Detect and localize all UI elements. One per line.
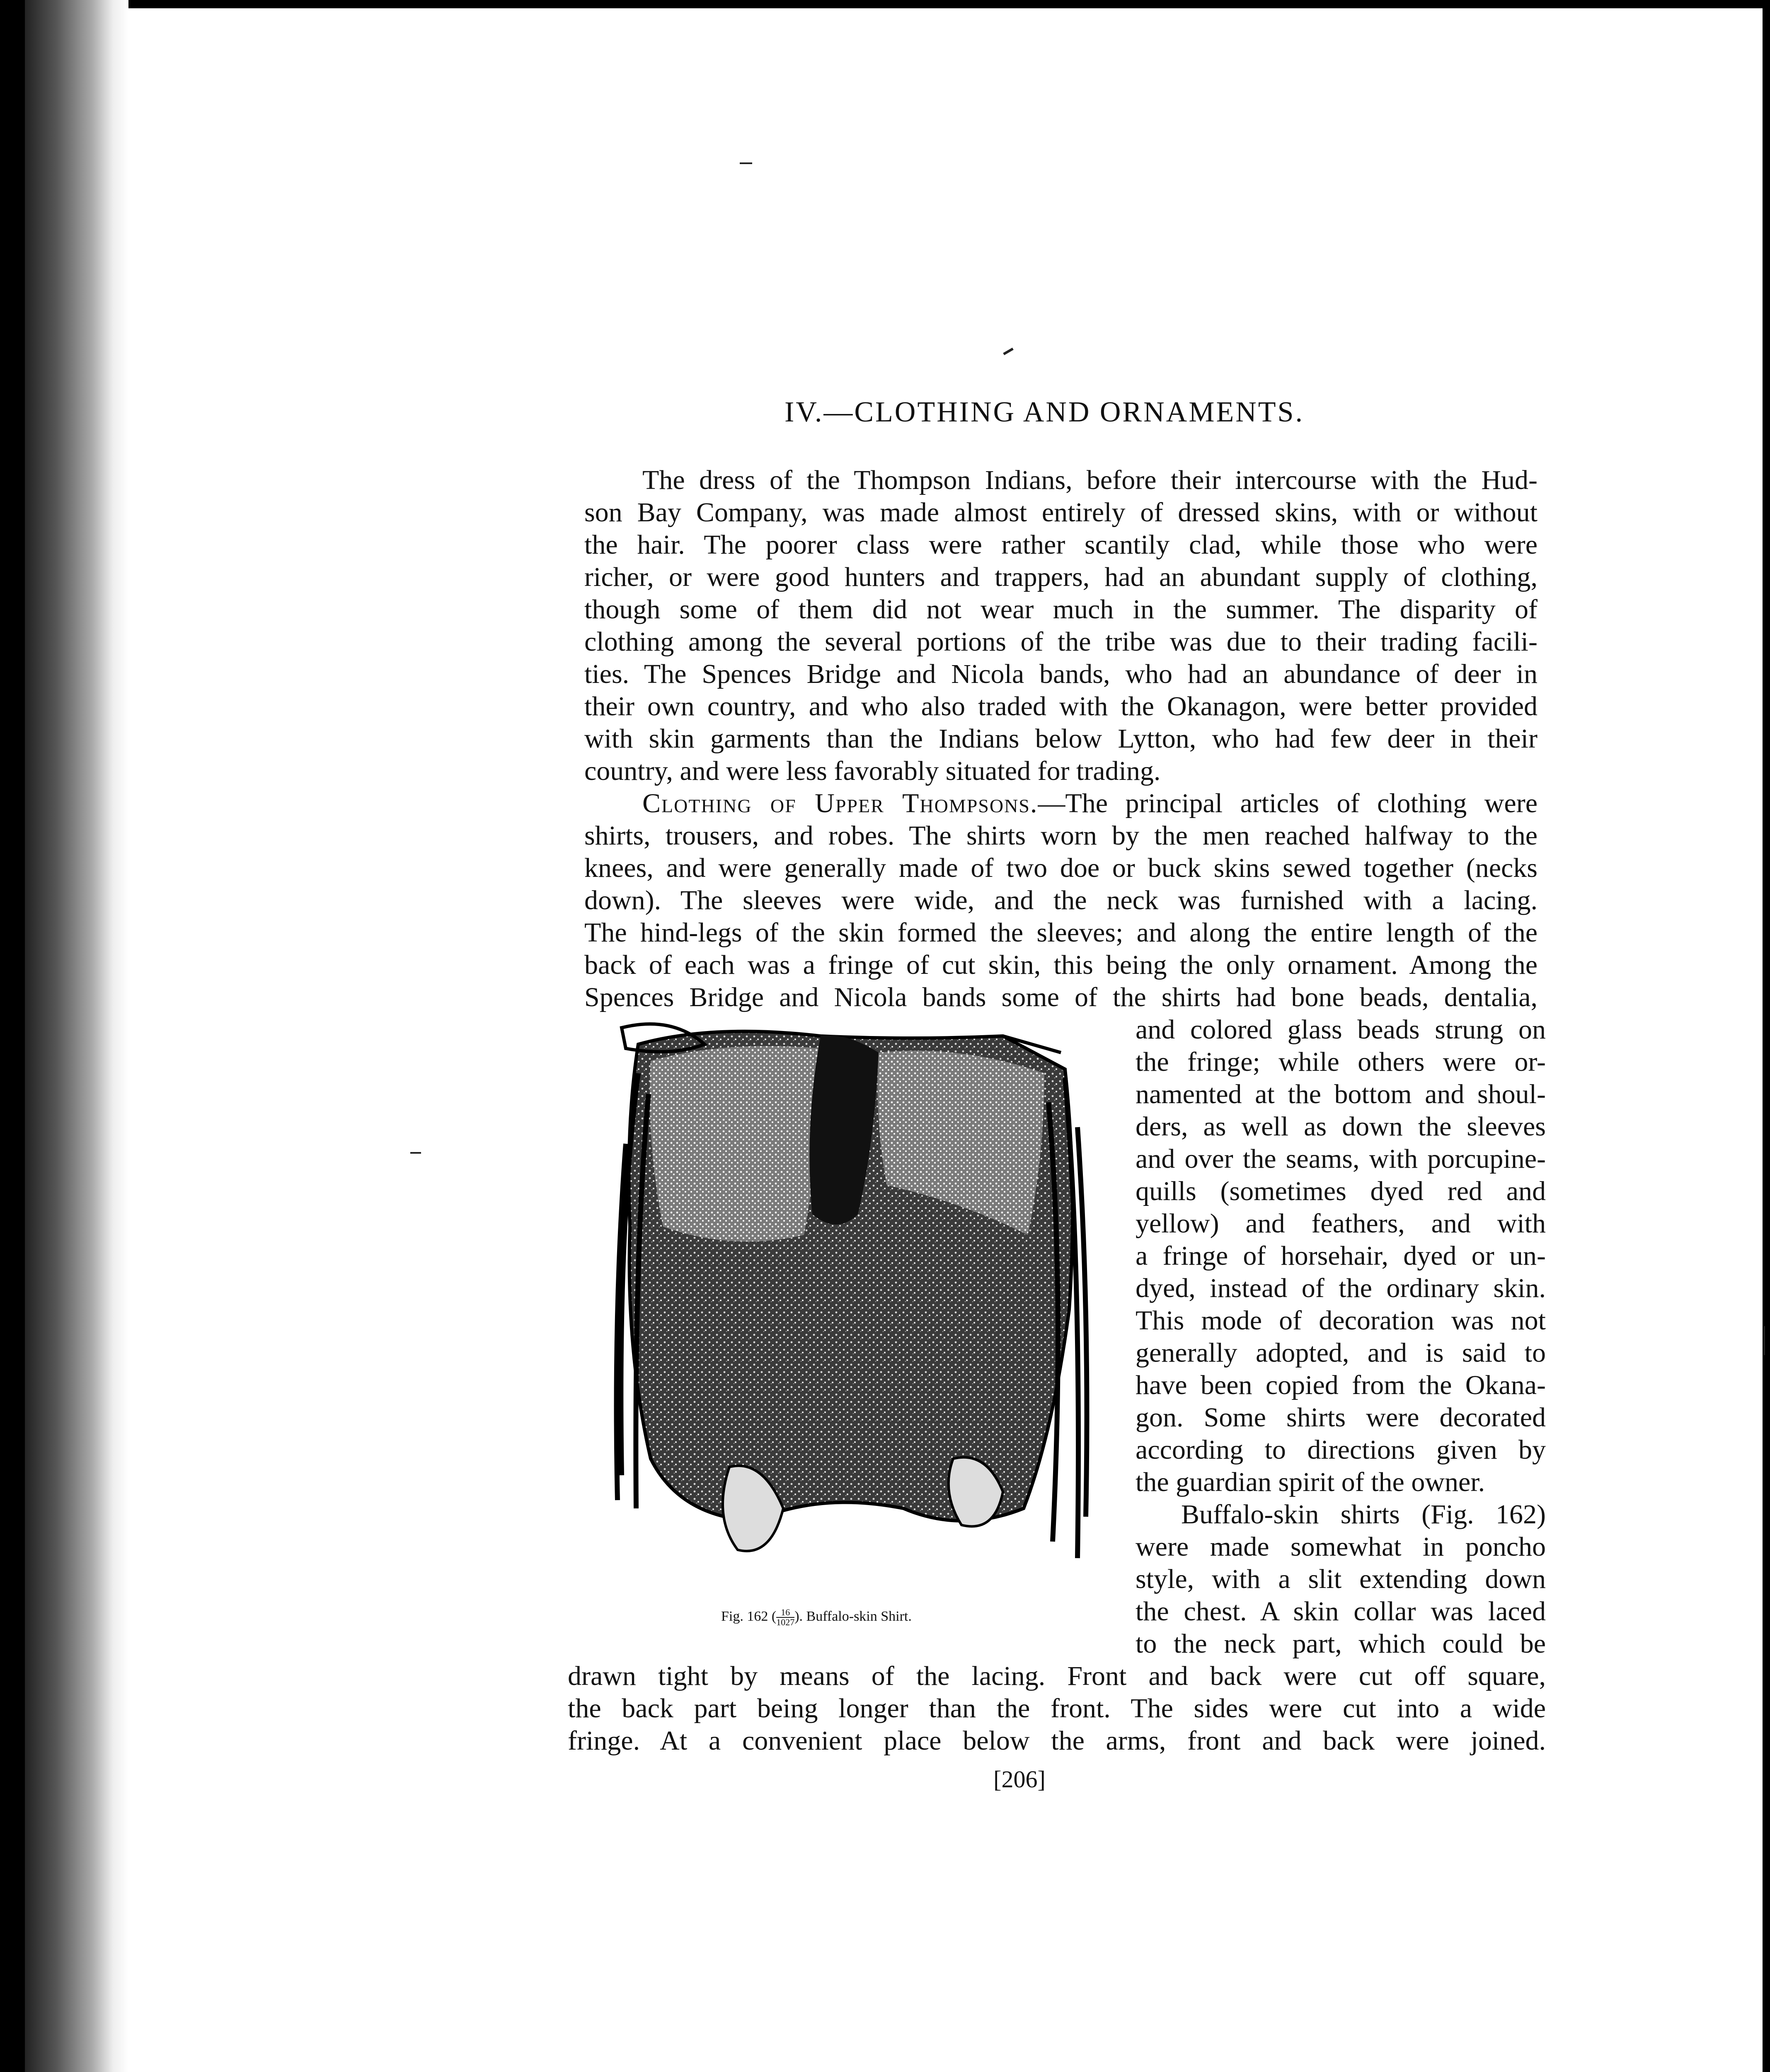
text-run: —The principal articles of clothing were [1038, 788, 1538, 818]
text-line: quills (sometimes dyed red and [1136, 1176, 1546, 1206]
text-line: yellow) and feathers, and with [1136, 1208, 1546, 1239]
paragraph-upper-thompsons-continued [1136, 1014, 1546, 1498]
speck [410, 1152, 421, 1154]
text-line: shirts, trousers, and robes. The shirts worn by the men reached halfway to the [584, 821, 1538, 851]
run-in-heading: Clothing of Upper Thompsons. [642, 788, 1038, 818]
text-line: a fringe of horsehair, dyed or un- [1136, 1241, 1546, 1271]
caption-text: ). Buffalo-skin Shirt. [794, 1608, 912, 1624]
text-line: back of each was a fringe of cut skin, this being the only ornament. Among the [584, 950, 1538, 980]
text-line: their own country, and who also traded with the Okanagon, were better provided [584, 691, 1538, 721]
buffalo-skin-shirt-illustration [588, 1019, 1111, 1608]
text-line: with skin garments than the Indians below Lytton, who had few deer in their [584, 724, 1538, 754]
caption-numerator: 16 [776, 1608, 794, 1618]
text-line: dyed, instead of the ordinary skin. [1136, 1273, 1546, 1303]
text-line: country, and were less favorably situated for trading. [584, 756, 1161, 786]
text-line: to the neck part, which could be [1136, 1629, 1546, 1659]
text-line: Spences Bridge and Nicola bands some of the shirts had bone beads, dentalia, [584, 982, 1538, 1012]
figure-caption [721, 1608, 1094, 1627]
text-line: style, with a slit extending down [1136, 1564, 1546, 1594]
text-line: and colored glass beads strung on [1136, 1014, 1546, 1045]
text-line: ties. The Spences Bridge and Nicola bands, who had an abundance of deer in [584, 659, 1538, 689]
text-line: down). The sleeves were wide, and the neck was furnished with a lacing. [584, 885, 1538, 915]
text-line: namented at the bottom and shoul- [1136, 1079, 1546, 1109]
text-line: the chest. A skin collar was laced [1136, 1596, 1546, 1627]
text-line: the fringe; while others were or- [1136, 1047, 1546, 1077]
speck [740, 162, 752, 164]
section-heading: IV.—CLOTHING AND ORNAMENTS. [785, 396, 1304, 428]
caption-denominator: 1027 [776, 1617, 795, 1627]
text-line: the guardian spirit of the owner. [1136, 1467, 1485, 1497]
book-edge-shadow [25, 0, 128, 2072]
text-line: clothing among the several portions of the tribe was due to their trading facili- [584, 627, 1538, 657]
text-line: the back part being longer than the front. The sides were cut into a wide [568, 1693, 1546, 1723]
text-line: according to directions given by [1136, 1435, 1546, 1465]
caption-fraction [776, 1608, 794, 1627]
text-line: This mode of decoration was not [1136, 1305, 1546, 1336]
speck [1003, 348, 1014, 355]
page-number: [206] [993, 1766, 1046, 1793]
scan-border-top [0, 0, 1770, 8]
paragraph-upper-thompsons [584, 787, 1538, 1014]
text-line: were made somewhat in poncho [1136, 1532, 1546, 1562]
paragraph-buffalo-skin-shirts-end [568, 1660, 1546, 1757]
text-line: son Bay Company, was made almost entirely of dressed skins, with or without [584, 497, 1538, 528]
text-line: ders, as well as down the sleeves [1136, 1111, 1546, 1142]
text-line: the hair. The poorer class were rather scantily clad, while those who were [584, 530, 1538, 560]
scan-border-left [0, 0, 25, 2072]
text-line: Buffalo-skin shirts (Fig. 162) [1181, 1499, 1546, 1530]
text-line: knees, and were generally made of two doe or buck skins sewed together (necks [584, 853, 1538, 883]
text-line: drawn tight by means of the lacing. Front and back were cut off square, [568, 1661, 1546, 1691]
text-line: The hind-legs of the skin formed the sleeves; and along the entire length of the [584, 917, 1538, 948]
paragraph-buffalo-skin-shirts [1136, 1498, 1546, 1660]
text-line: have been copied from the Okana- [1136, 1370, 1546, 1400]
speck [1763, 1326, 1765, 1355]
paragraph-intro [584, 464, 1538, 787]
text-line: and over the seams, with porcupine- [1136, 1144, 1546, 1174]
text-line: fringe. At a convenient place below the arms, front and back were joined. [568, 1726, 1546, 1756]
text-line: The dress of the Thompson Indians, before their intercourse with the Hud- [642, 465, 1538, 495]
figure-buffalo-skin-shirt [588, 1019, 1111, 1633]
text-line: generally adopted, and is said to [1136, 1338, 1546, 1368]
text-line: gon. Some shirts were decorated [1136, 1402, 1546, 1433]
caption-text: Fig. 162 ( [721, 1608, 777, 1624]
scan-border-right [1763, 0, 1770, 2072]
text-line [584, 787, 1538, 820]
text-line: though some of them did not wear much in the summer. The disparity of [584, 594, 1538, 625]
text-line: richer, or were good hunters and trappers, had an abundant supply of clothing, [584, 562, 1538, 592]
